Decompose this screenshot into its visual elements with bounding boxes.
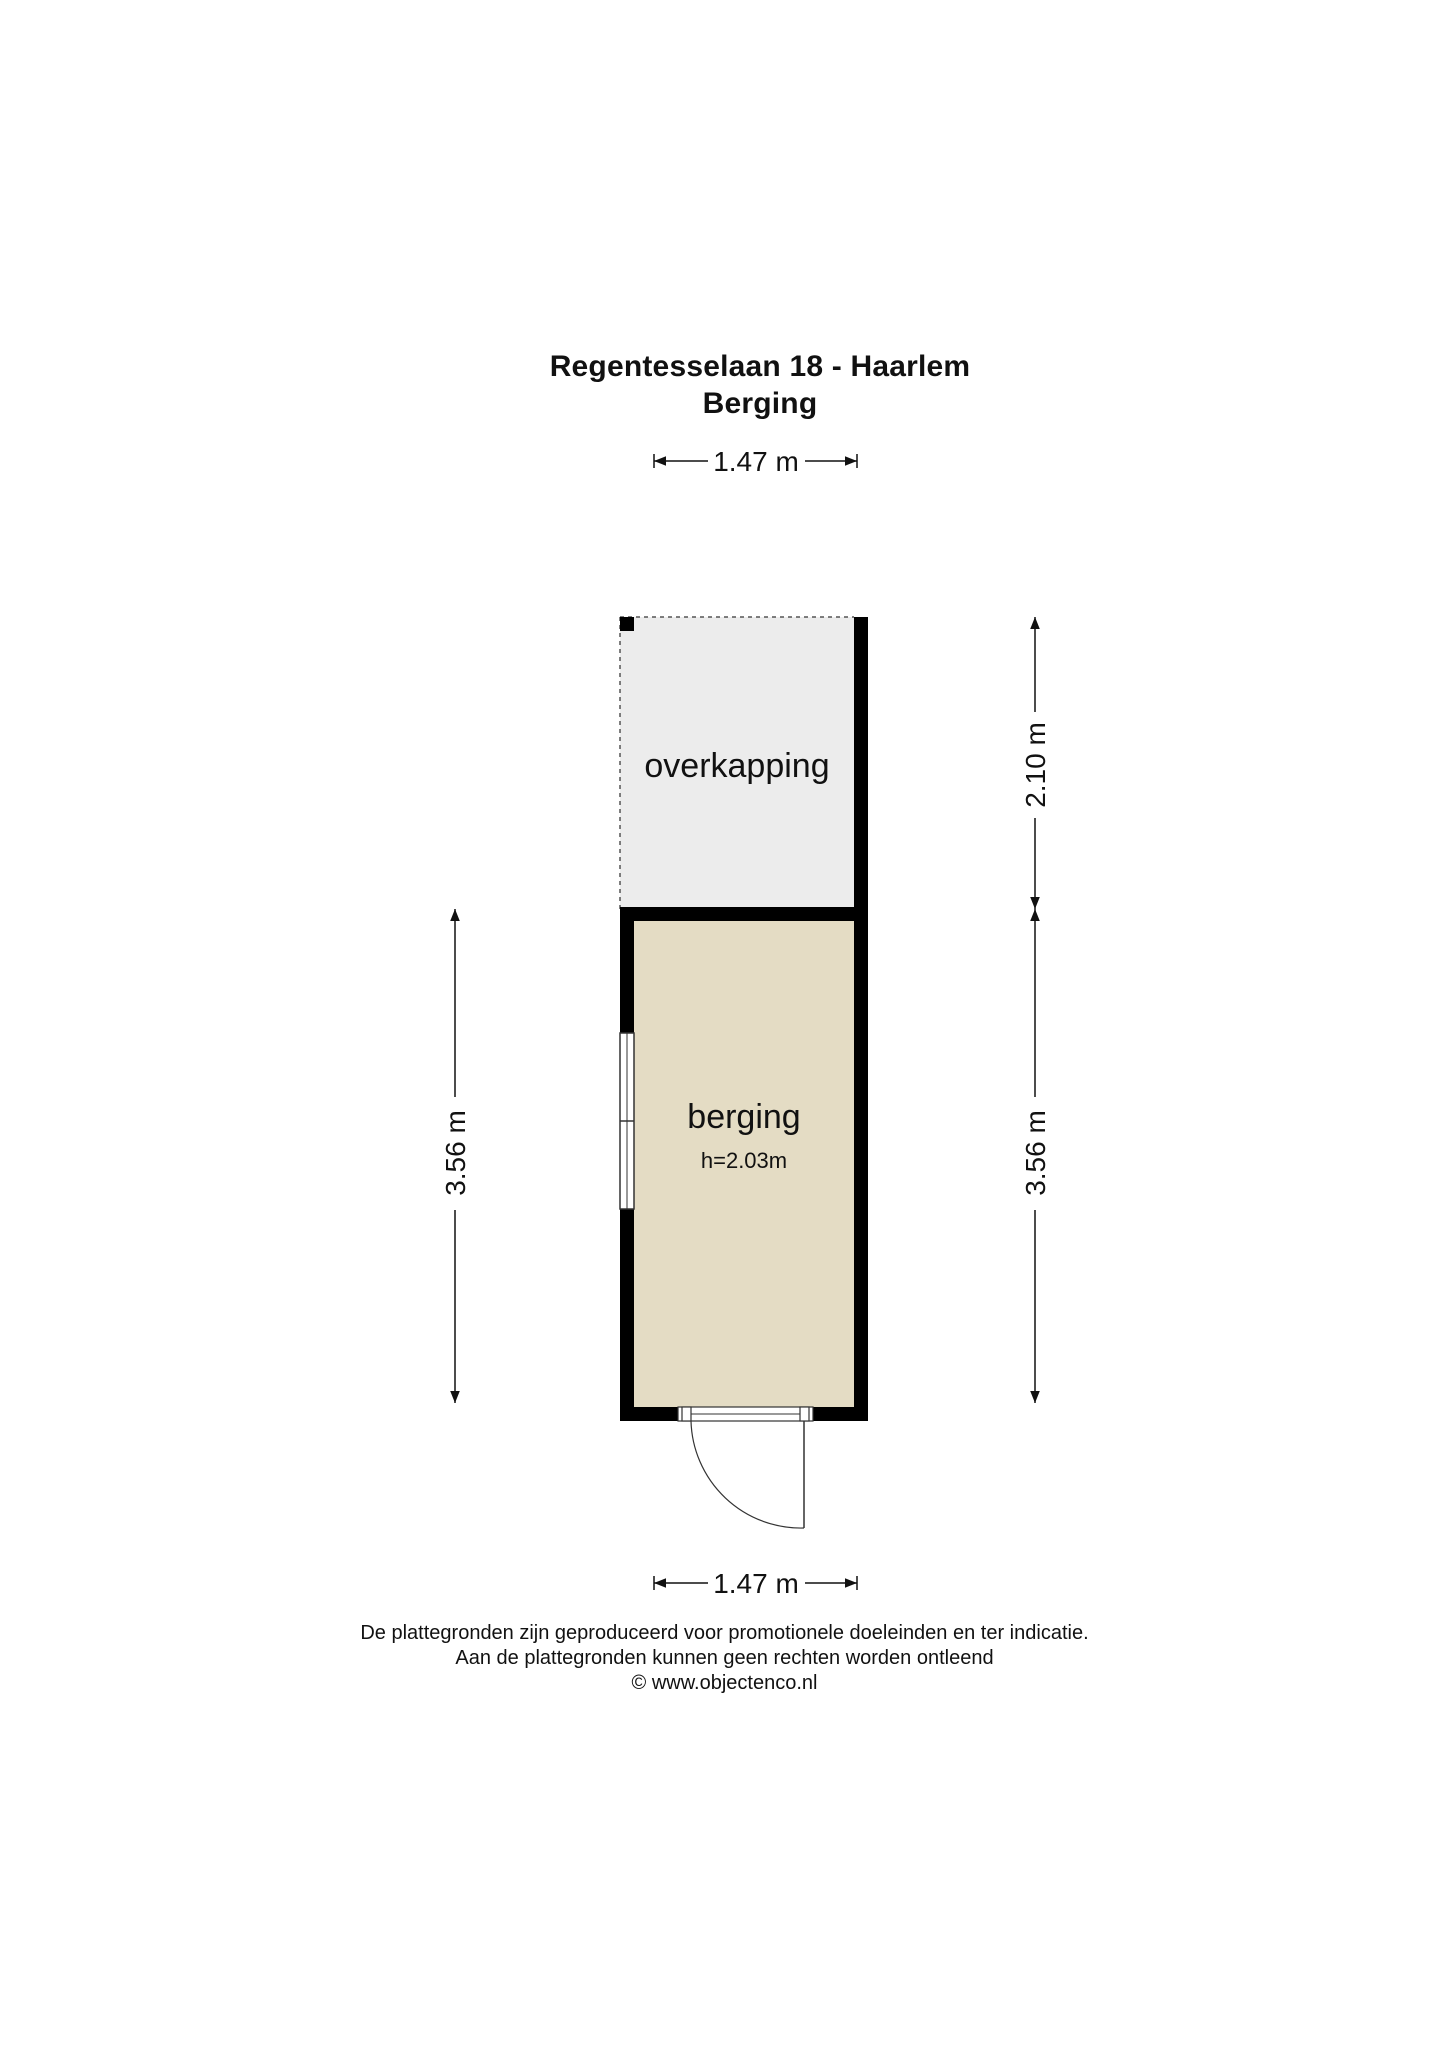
dimension-bottom-label: 1.47 m [713, 1568, 799, 1599]
dimension-top [654, 446, 857, 477]
dimension-top-label: 1.47 m [713, 446, 799, 477]
copyright-line: © www.objectenco.nl [631, 1672, 818, 1694]
dimension-bottom [654, 1568, 857, 1599]
door [678, 1407, 813, 1528]
room-label-berging: berging [687, 1098, 801, 1136]
room-label-overkapping: overkapping [644, 747, 830, 785]
dimension-right-lower-label: 3.56 m [1020, 1110, 1051, 1196]
dimension-left-label: 3.56 m [440, 1110, 471, 1196]
wall-divider [620, 907, 868, 921]
dimension-right-lower [1020, 909, 1051, 1403]
wall-right [854, 617, 868, 1421]
plan-subtitle: Berging [702, 387, 818, 420]
disclaimer-line-1: De plattegronden zijn geproduceerd voor promotionele doeleinden en ter indicatie. [360, 1622, 1089, 1644]
dimension-left [440, 909, 471, 1403]
dimension-right-upper [1020, 617, 1051, 909]
wall-left-lower [620, 1209, 634, 1421]
room-height-berging: h=2.03m [700, 1148, 788, 1173]
plan-title: Regentesselaan 18 - Haarlem [549, 350, 971, 383]
window [620, 1033, 634, 1209]
wall-bottom-left [620, 1407, 678, 1421]
wall-left-upper [620, 907, 634, 1033]
corner-post [620, 617, 634, 631]
wall-bottom-right [813, 1407, 868, 1421]
disclaimer-line-2: Aan de plattegronden kunnen geen rechten worden ontleend [455, 1647, 994, 1669]
dimension-right-upper-label: 2.10 m [1020, 722, 1051, 808]
door-swing-arc [691, 1421, 804, 1528]
